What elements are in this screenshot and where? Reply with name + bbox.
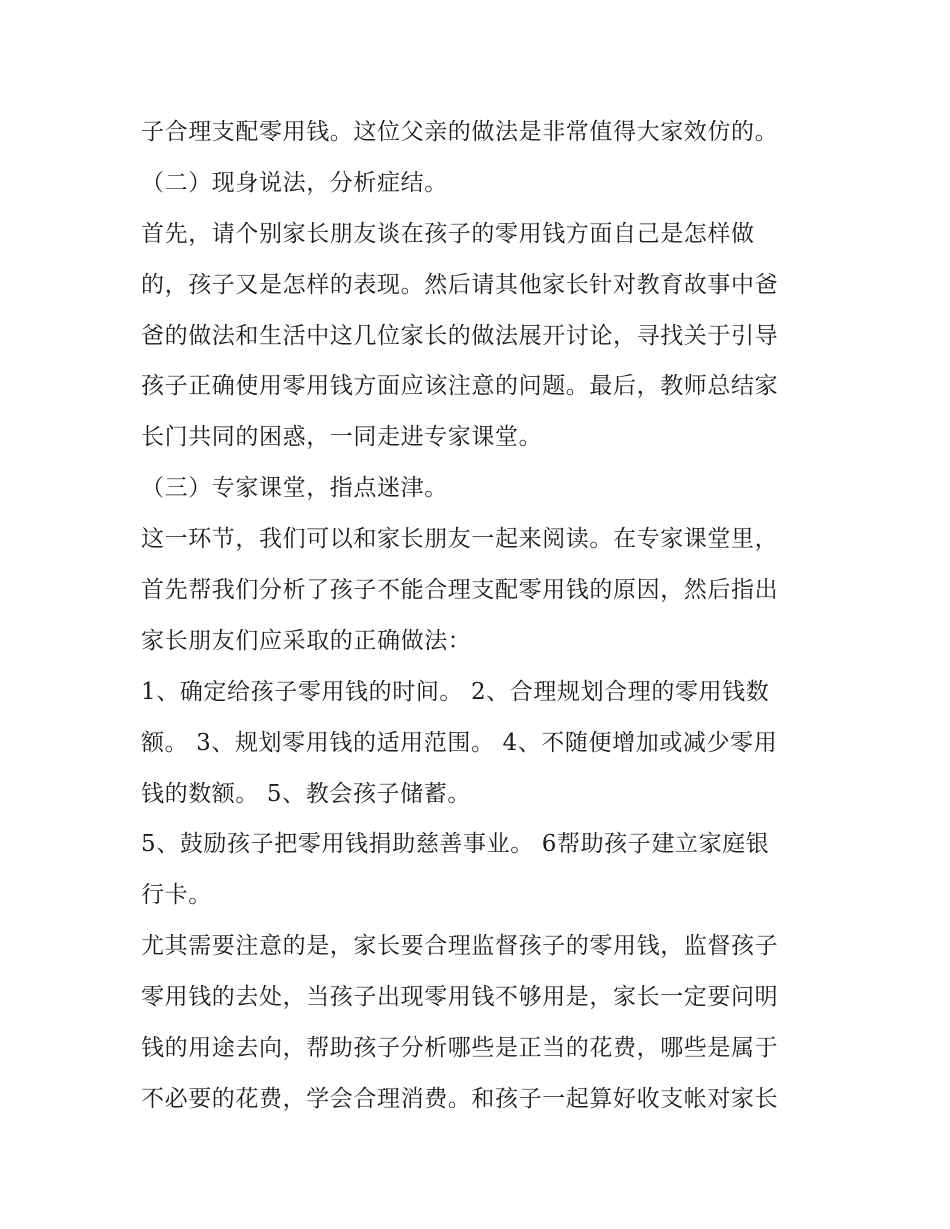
text-line: 不必要的花费，学会合理消费。和孩子一起算好收支帐对家长 [141, 1085, 779, 1112]
text-line: 长门共同的困惑，一同走进专家课堂。 [141, 424, 543, 451]
document-body [141, 107, 821, 1125]
section-heading: （二）现身说法，分析症结。 [141, 169, 448, 196]
list-line: 5、鼓励孩子把零用钱捐助慈善事业。 6帮助孩子建立家庭银 [141, 831, 770, 858]
list-line: 钱的数额。 5、教会孩子储蓄。 [141, 780, 471, 807]
text-line: 钱的用途去向，帮助孩子分析哪些是正当的花费，哪些是属于 [141, 1035, 779, 1062]
text-line: 首先，请个别家长朋友谈在孩子的零用钱方面自己是怎样做 [141, 220, 755, 247]
text-line: 这一环节，我们可以和家长朋友一起来阅读。在专家课堂里， [141, 526, 779, 553]
section-heading: （三）专家课堂，指点迷津。 [141, 475, 448, 502]
text-line: 爸的做法和生活中这几位家长的做法展开讨论，寻找关于引导 [141, 322, 779, 349]
list-line: 额。 3、规划零用钱的适用范围。 4、不随便增加或减少零用 [141, 729, 778, 756]
text-line: 孩子正确使用零用钱方面应该注意的问题。最后，教师总结家 [141, 373, 779, 400]
list-line: 1、确定给孩子零用钱的时间。 2、合理规划合理的零用钱数 [141, 678, 770, 705]
text-line: 尤其需要注意的是，家长要合理监督孩子的零用钱，监督孩子 [141, 933, 779, 960]
text-line: 首先帮我们分析了孩子不能合理支配零用钱的原因，然后指出 [141, 577, 779, 604]
list-line: 行卡。 [141, 882, 212, 909]
text-line: 的，孩子又是怎样的表现。然后请其他家长针对教育故事中爸 [141, 271, 779, 298]
text-line: 零用钱的去处，当孩子出现零用钱不够用是，家长一定要问明 [141, 984, 779, 1011]
text-line: 家长朋友们应采取的正确做法： [141, 627, 472, 654]
text-line: 子合理支配零用钱。这位父亲的做法是非常值得大家效仿的。 [141, 119, 779, 145]
